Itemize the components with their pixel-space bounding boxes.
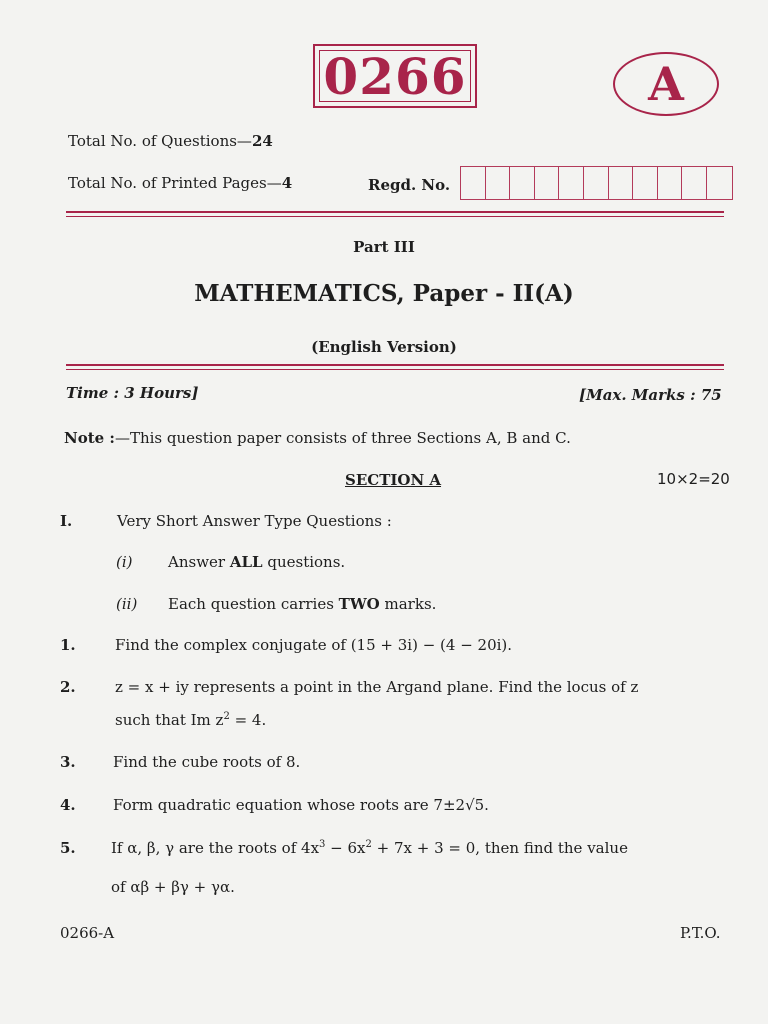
- sub-instruction-2: [168, 595, 436, 613]
- question-5-line1-c: + 7x + 3 = 0, then find the value: [371, 839, 628, 857]
- paper-code: 0266: [323, 46, 467, 106]
- regd-no-label: Regd. No.: [368, 176, 451, 194]
- sub-instruction-1-post: questions.: [262, 553, 346, 571]
- set-letter-oval: [613, 52, 719, 116]
- total-questions-value: 24: [251, 132, 273, 150]
- regd-no-digit-box[interactable]: [633, 167, 658, 199]
- question-3-text: Find the cube roots of 8.: [113, 753, 301, 771]
- total-questions-label: Total No. of Questions—: [68, 132, 252, 150]
- question-5-text-line2: of αβ + βγ + γα.: [111, 878, 235, 896]
- title-divider: [66, 364, 724, 370]
- question-2-text-line2: [115, 711, 266, 729]
- regd-no-digit-box[interactable]: [609, 167, 634, 199]
- question-1-number: 1.: [60, 636, 76, 654]
- question-4-number: 4.: [60, 796, 76, 814]
- regd-no-boxes[interactable]: [460, 166, 733, 200]
- note-label: Note :: [64, 429, 115, 447]
- instruction-text: Very Short Answer Type Questions :: [117, 512, 392, 530]
- total-pages-label: Total No. of Printed Pages—: [68, 174, 282, 192]
- sub-instruction-1-pre: Answer: [168, 553, 230, 571]
- max-marks-label: [Max. Marks : 75: [579, 386, 722, 404]
- regd-no-digit-box[interactable]: [658, 167, 683, 199]
- question-2-text: z = x + iy represents a point in the Argand plane. Find the locus of z: [115, 678, 639, 696]
- question-1-text: Find the complex conjugate of (15 + 3i) − (4 − 20i).: [115, 636, 513, 654]
- time-label: Time : 3 Hours]: [66, 384, 199, 402]
- section-marks: 10×2=20: [657, 470, 730, 488]
- sub-instruction-1: [168, 553, 345, 571]
- instruction-number: I.: [60, 512, 73, 530]
- regd-no-digit-box[interactable]: [559, 167, 584, 199]
- note: [64, 429, 571, 447]
- section-title: SECTION A: [345, 471, 442, 489]
- question-5-line1-b: − 6x: [325, 839, 366, 857]
- question-2-line2-b: = 4.: [229, 711, 267, 729]
- question-2-line2-sup: 2: [223, 711, 230, 722]
- sub-instruction-1-bold: ALL: [229, 553, 263, 571]
- regd-no-digit-box[interactable]: [682, 167, 707, 199]
- subject-title: MATHEMATICS, Paper - II(A): [194, 280, 574, 307]
- paper-code-box: [313, 44, 477, 108]
- question-5-number: 5.: [60, 839, 76, 857]
- sub-instruction-2-pre: Each question carries: [168, 595, 339, 613]
- question-5-text: [111, 839, 628, 857]
- part-label: Part III: [353, 238, 415, 256]
- footer-paper-code: 0266-A: [60, 924, 115, 942]
- regd-no-digit-box[interactable]: [461, 167, 486, 199]
- total-questions: [68, 132, 273, 150]
- question-2-number: 2.: [60, 678, 76, 696]
- regd-no-digit-box[interactable]: [584, 167, 609, 199]
- sub-instruction-2-post: marks.: [379, 595, 437, 613]
- question-5-line1-sup1: 3: [319, 839, 326, 850]
- question-4-text: Form quadratic equation whose roots are 7±2√5.: [113, 796, 489, 814]
- sub-instruction-2-number: (ii): [116, 595, 138, 613]
- regd-no-digit-box[interactable]: [486, 167, 511, 199]
- regd-no-digit-box[interactable]: [535, 167, 560, 199]
- sub-instruction-1-number: (i): [116, 553, 133, 571]
- regd-no-digit-box[interactable]: [707, 167, 732, 199]
- regd-no-digit-box[interactable]: [510, 167, 535, 199]
- question-5-line1-a: If α, β, γ are the roots of 4x: [111, 839, 320, 857]
- question-3-number: 3.: [60, 753, 76, 771]
- footer-pto: P.T.O.: [680, 924, 721, 942]
- note-text: —This question paper consists of three Sections A, B and C.: [114, 429, 571, 447]
- question-2-line2-a: such that Im z: [115, 711, 224, 729]
- header-divider: [66, 211, 724, 217]
- set-letter: A: [648, 57, 684, 111]
- question-5-line1-sup2: 2: [365, 839, 372, 850]
- version-label: (English Version): [311, 338, 457, 356]
- sub-instruction-2-bold: TWO: [338, 595, 380, 613]
- total-pages-value: 4: [281, 174, 293, 192]
- total-pages: [68, 174, 292, 192]
